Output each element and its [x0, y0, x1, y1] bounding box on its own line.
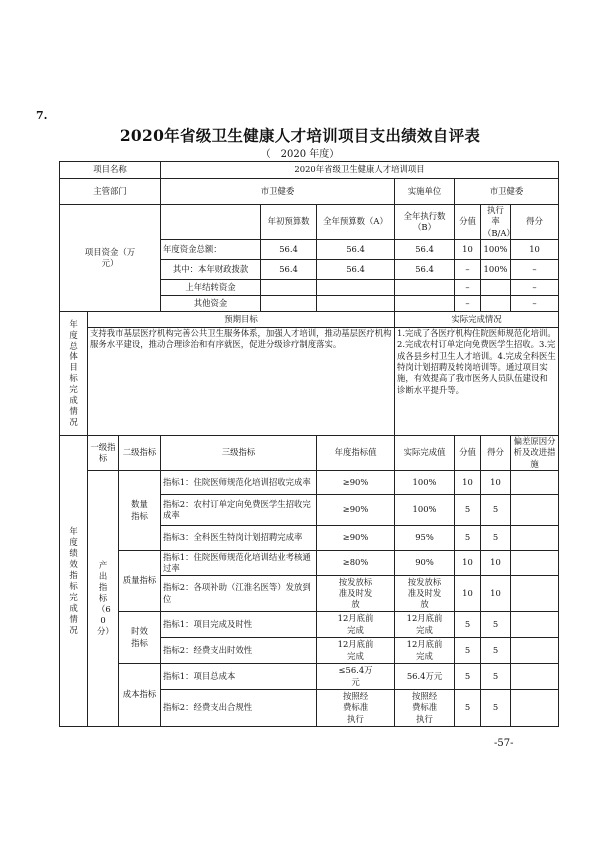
- ind-header-score: 分值: [455, 436, 481, 471]
- indicator-actual: [395, 638, 455, 664]
- project-name-label: 项目名称: [60, 162, 161, 179]
- indicator-got: 5: [481, 690, 511, 727]
- indicator-score: 5: [455, 664, 481, 690]
- ind-header-l2: 二级指标: [119, 436, 161, 471]
- group-time: [119, 612, 161, 664]
- indicator-name: 指标2：农村订单定向免费医学生招收完成率: [161, 495, 317, 526]
- ind-header-target: 年度指标值: [317, 436, 395, 471]
- goal-label: [60, 312, 88, 436]
- funds-row-full: [317, 280, 395, 296]
- indicator-got: 10: [481, 551, 511, 576]
- ind-header-l1: 一级指标: [88, 436, 119, 471]
- indicator-actual: [395, 612, 455, 638]
- funds-row-label: 上年结转资金: [161, 280, 261, 296]
- impl-label: 实施单位: [395, 179, 455, 205]
- funds-row-initial: 56.4: [261, 260, 317, 280]
- indicator-reason: [511, 551, 559, 576]
- indicator-row: [60, 664, 559, 690]
- project-name-row: [60, 162, 559, 179]
- funds-row-score: –: [455, 296, 481, 312]
- indicator-header-row: [60, 436, 559, 471]
- funds-row-score: –: [455, 280, 481, 296]
- funds-header-exec: 全年执行数（B）: [395, 205, 455, 240]
- indicator-name: 指标2：经费支出时效性: [161, 638, 317, 664]
- indicator-row: [60, 612, 559, 638]
- indicator-actual-text: 56.4万元: [406, 670, 443, 681]
- l1-output: [88, 471, 119, 727]
- indicator-score: 5: [455, 612, 481, 638]
- indicator-score: 10: [455, 471, 481, 495]
- indicator-target-text: 12月底前完成: [337, 613, 374, 635]
- indicator-actual: [395, 664, 455, 690]
- indicator-reason: [511, 526, 559, 551]
- indicator-reason: [511, 495, 559, 526]
- funds-header-row: [60, 205, 559, 240]
- indicator-target: [317, 612, 395, 638]
- indicator-got: 5: [481, 495, 511, 526]
- ind-header-actual: 实际完成值: [395, 436, 455, 471]
- group-time-text: 时效指标: [131, 626, 148, 648]
- indicator-name: 指标2：经费支出合规性: [161, 690, 317, 727]
- indicator-got: 10: [481, 471, 511, 495]
- indicator-actual: [395, 690, 455, 727]
- funds-row-rate: [481, 296, 511, 312]
- group-quantity: [119, 471, 161, 551]
- funds-row-full: 56.4: [317, 260, 395, 280]
- indicator-target: [317, 664, 395, 690]
- indicator-got: 10: [481, 576, 511, 612]
- indicator-target-text: ≤56.4万元: [338, 665, 373, 687]
- funds-row-initial: [261, 296, 317, 312]
- indicator-got: 5: [481, 664, 511, 690]
- indicator-name: 指标1：项目总成本: [161, 664, 317, 690]
- indicator-target: [317, 576, 395, 612]
- indicator-target: [317, 690, 395, 727]
- indicator-reason: [511, 664, 559, 690]
- indicator-got: 5: [481, 526, 511, 551]
- group-quality-text: 质量指标: [122, 575, 157, 586]
- indicator-score: 5: [455, 526, 481, 551]
- funds-row-full: 56.4: [317, 240, 395, 260]
- funds-header-full: 全年预算数（A）: [317, 205, 395, 240]
- indicator-score: 5: [455, 638, 481, 664]
- page-number: -57-: [494, 738, 514, 749]
- funds-header-initial: 年初预算数: [261, 205, 317, 240]
- funds-label-text: 项目资金（万元）: [84, 246, 136, 269]
- funds-row-got: –: [511, 280, 559, 296]
- indicator-actual: 100%: [395, 495, 455, 526]
- funds-row-rate: 100%: [481, 260, 511, 280]
- indicator-score: 5: [455, 495, 481, 526]
- dept-value: 市卫健委: [161, 179, 395, 205]
- indicator-actual: 90%: [395, 551, 455, 576]
- funds-row-label: 其他资金: [161, 296, 261, 312]
- group-cost: [119, 664, 161, 727]
- indicator-reason: [511, 690, 559, 727]
- indicator-actual: [395, 576, 455, 612]
- document-title: 2020年省级卫生健康人才培训项目支出绩效自评表: [119, 126, 481, 145]
- ind-header-reason: 偏差原因分析及改进措施: [511, 436, 559, 471]
- indicator-actual-text: 12月底前完成: [406, 639, 443, 661]
- ind-header-got: 得分: [481, 436, 511, 471]
- indicator-target: ≥90%: [317, 526, 395, 551]
- goal-content-row: [60, 328, 559, 436]
- funds-row-initial: [261, 280, 317, 296]
- funds-row-full: [317, 296, 395, 312]
- funds-row-exec: [395, 296, 455, 312]
- group-quantity-text: 数量指标: [131, 499, 148, 521]
- funds-row-got: –: [511, 296, 559, 312]
- indicator-name: 指标1：住院医师规范化培训结业考核通过率: [161, 551, 317, 576]
- indicator-score: 10: [455, 576, 481, 612]
- indicator-target-text: 按照经费标准执行: [342, 691, 369, 724]
- indicator-target: ≥80%: [317, 551, 395, 576]
- goal-expected-label: 预期目标: [88, 312, 395, 328]
- indicator-name: 指标3：全科医生特岗计划招聘完成率: [161, 526, 317, 551]
- goal-expected-text: 支持我市基层医疗机构完善公共卫生服务体系，加强人才培训，推动基层医疗机构服务水平建设，推动合理诊治和有序就医，促进分级诊疗制度落实。: [88, 328, 395, 436]
- funds-row-score: 10: [455, 240, 481, 260]
- indicator-got: 5: [481, 638, 511, 664]
- indicator-actual-text: 12月底前完成: [406, 613, 443, 635]
- goal-actual-label: 实际完成情况: [395, 312, 559, 328]
- project-name-value: 2020年省级卫生健康人才培训项目: [161, 162, 559, 179]
- indicator-got: 5: [481, 612, 511, 638]
- indicator-reason: [511, 612, 559, 638]
- funds-row-initial: 56.4: [261, 240, 317, 260]
- indicator-actual-text: 按发放标准及时发放: [407, 576, 442, 610]
- performance-evaluation-table: [59, 161, 559, 727]
- group-cost-text: 成本指标: [122, 689, 157, 700]
- indicator-actual: 100%: [395, 471, 455, 495]
- indicator-reason: [511, 638, 559, 664]
- indicator-row: [60, 471, 559, 495]
- indicator-target: ≥90%: [317, 495, 395, 526]
- funds-row-exec: [395, 280, 455, 296]
- funds-header-got: 得分: [511, 205, 559, 240]
- funds-header-blank: [161, 205, 261, 240]
- indicator-name: 指标1：项目完成及时性: [161, 612, 317, 638]
- funds-row-label: 其中：本年财政拨款: [161, 260, 261, 280]
- funds-row-exec: 56.4: [395, 240, 455, 260]
- indicator-target-text: 12月底前完成: [337, 639, 374, 661]
- funds-row-label: 年度资金总额：: [161, 240, 261, 260]
- impl-value: 市卫健委: [455, 179, 559, 205]
- document-number: 7.: [36, 109, 48, 122]
- perf-label: [60, 436, 88, 727]
- dept-label: 主管部门: [60, 179, 161, 205]
- funds-header-rate: 执行率（B/A）: [481, 205, 511, 240]
- indicator-actual: 95%: [395, 526, 455, 551]
- funds-header-score: 分值: [455, 205, 481, 240]
- goal-header-row: [60, 312, 559, 328]
- indicator-actual-text: 按照经费标准执行: [411, 691, 438, 724]
- indicator-score: 5: [455, 690, 481, 727]
- indicator-target: [317, 638, 395, 664]
- indicator-name: 指标1：住院医师规范化培训招收完成率: [161, 471, 317, 495]
- funds-row-got: 10: [511, 240, 559, 260]
- goal-label-text: 年度总体目标完成情况: [69, 318, 78, 427]
- funds-label: [60, 205, 161, 312]
- group-quality: [119, 551, 161, 612]
- funds-row-score: –: [455, 260, 481, 280]
- goal-actual-text: 1.完成了各医疗机构住院医师规范化培训。2.完成农村订单定向免费医学生招收。3.完成各县乡村卫生人才培训。4.完成全科医生特岗计划招聘及转岗培训等。通过项目实施，有效提高了我市医务人员队伍建设和诊断水平提升等。: [395, 328, 559, 436]
- indicator-reason: [511, 576, 559, 612]
- document-subtitle: （ 2020 年度）: [260, 149, 340, 160]
- indicator-score: 10: [455, 551, 481, 576]
- funds-row-rate: [481, 280, 511, 296]
- funds-row-rate: 100%: [481, 240, 511, 260]
- funds-row-exec: 56.4: [395, 260, 455, 280]
- department-row: [60, 179, 559, 205]
- indicator-target: ≥90%: [317, 471, 395, 495]
- l1-output-text: 产出指标（60分）: [97, 560, 114, 636]
- indicator-reason: [511, 471, 559, 495]
- indicator-row: [60, 551, 559, 576]
- perf-label-text: 年度绩效指标完成情况: [69, 526, 78, 635]
- ind-header-l3: 三级指标: [161, 436, 317, 471]
- indicator-target-text: 按发放标准及时发放: [338, 576, 373, 610]
- indicator-name: 指标2：各项补助（江淮名医等）发放到位: [161, 576, 317, 612]
- funds-row-got: –: [511, 260, 559, 280]
